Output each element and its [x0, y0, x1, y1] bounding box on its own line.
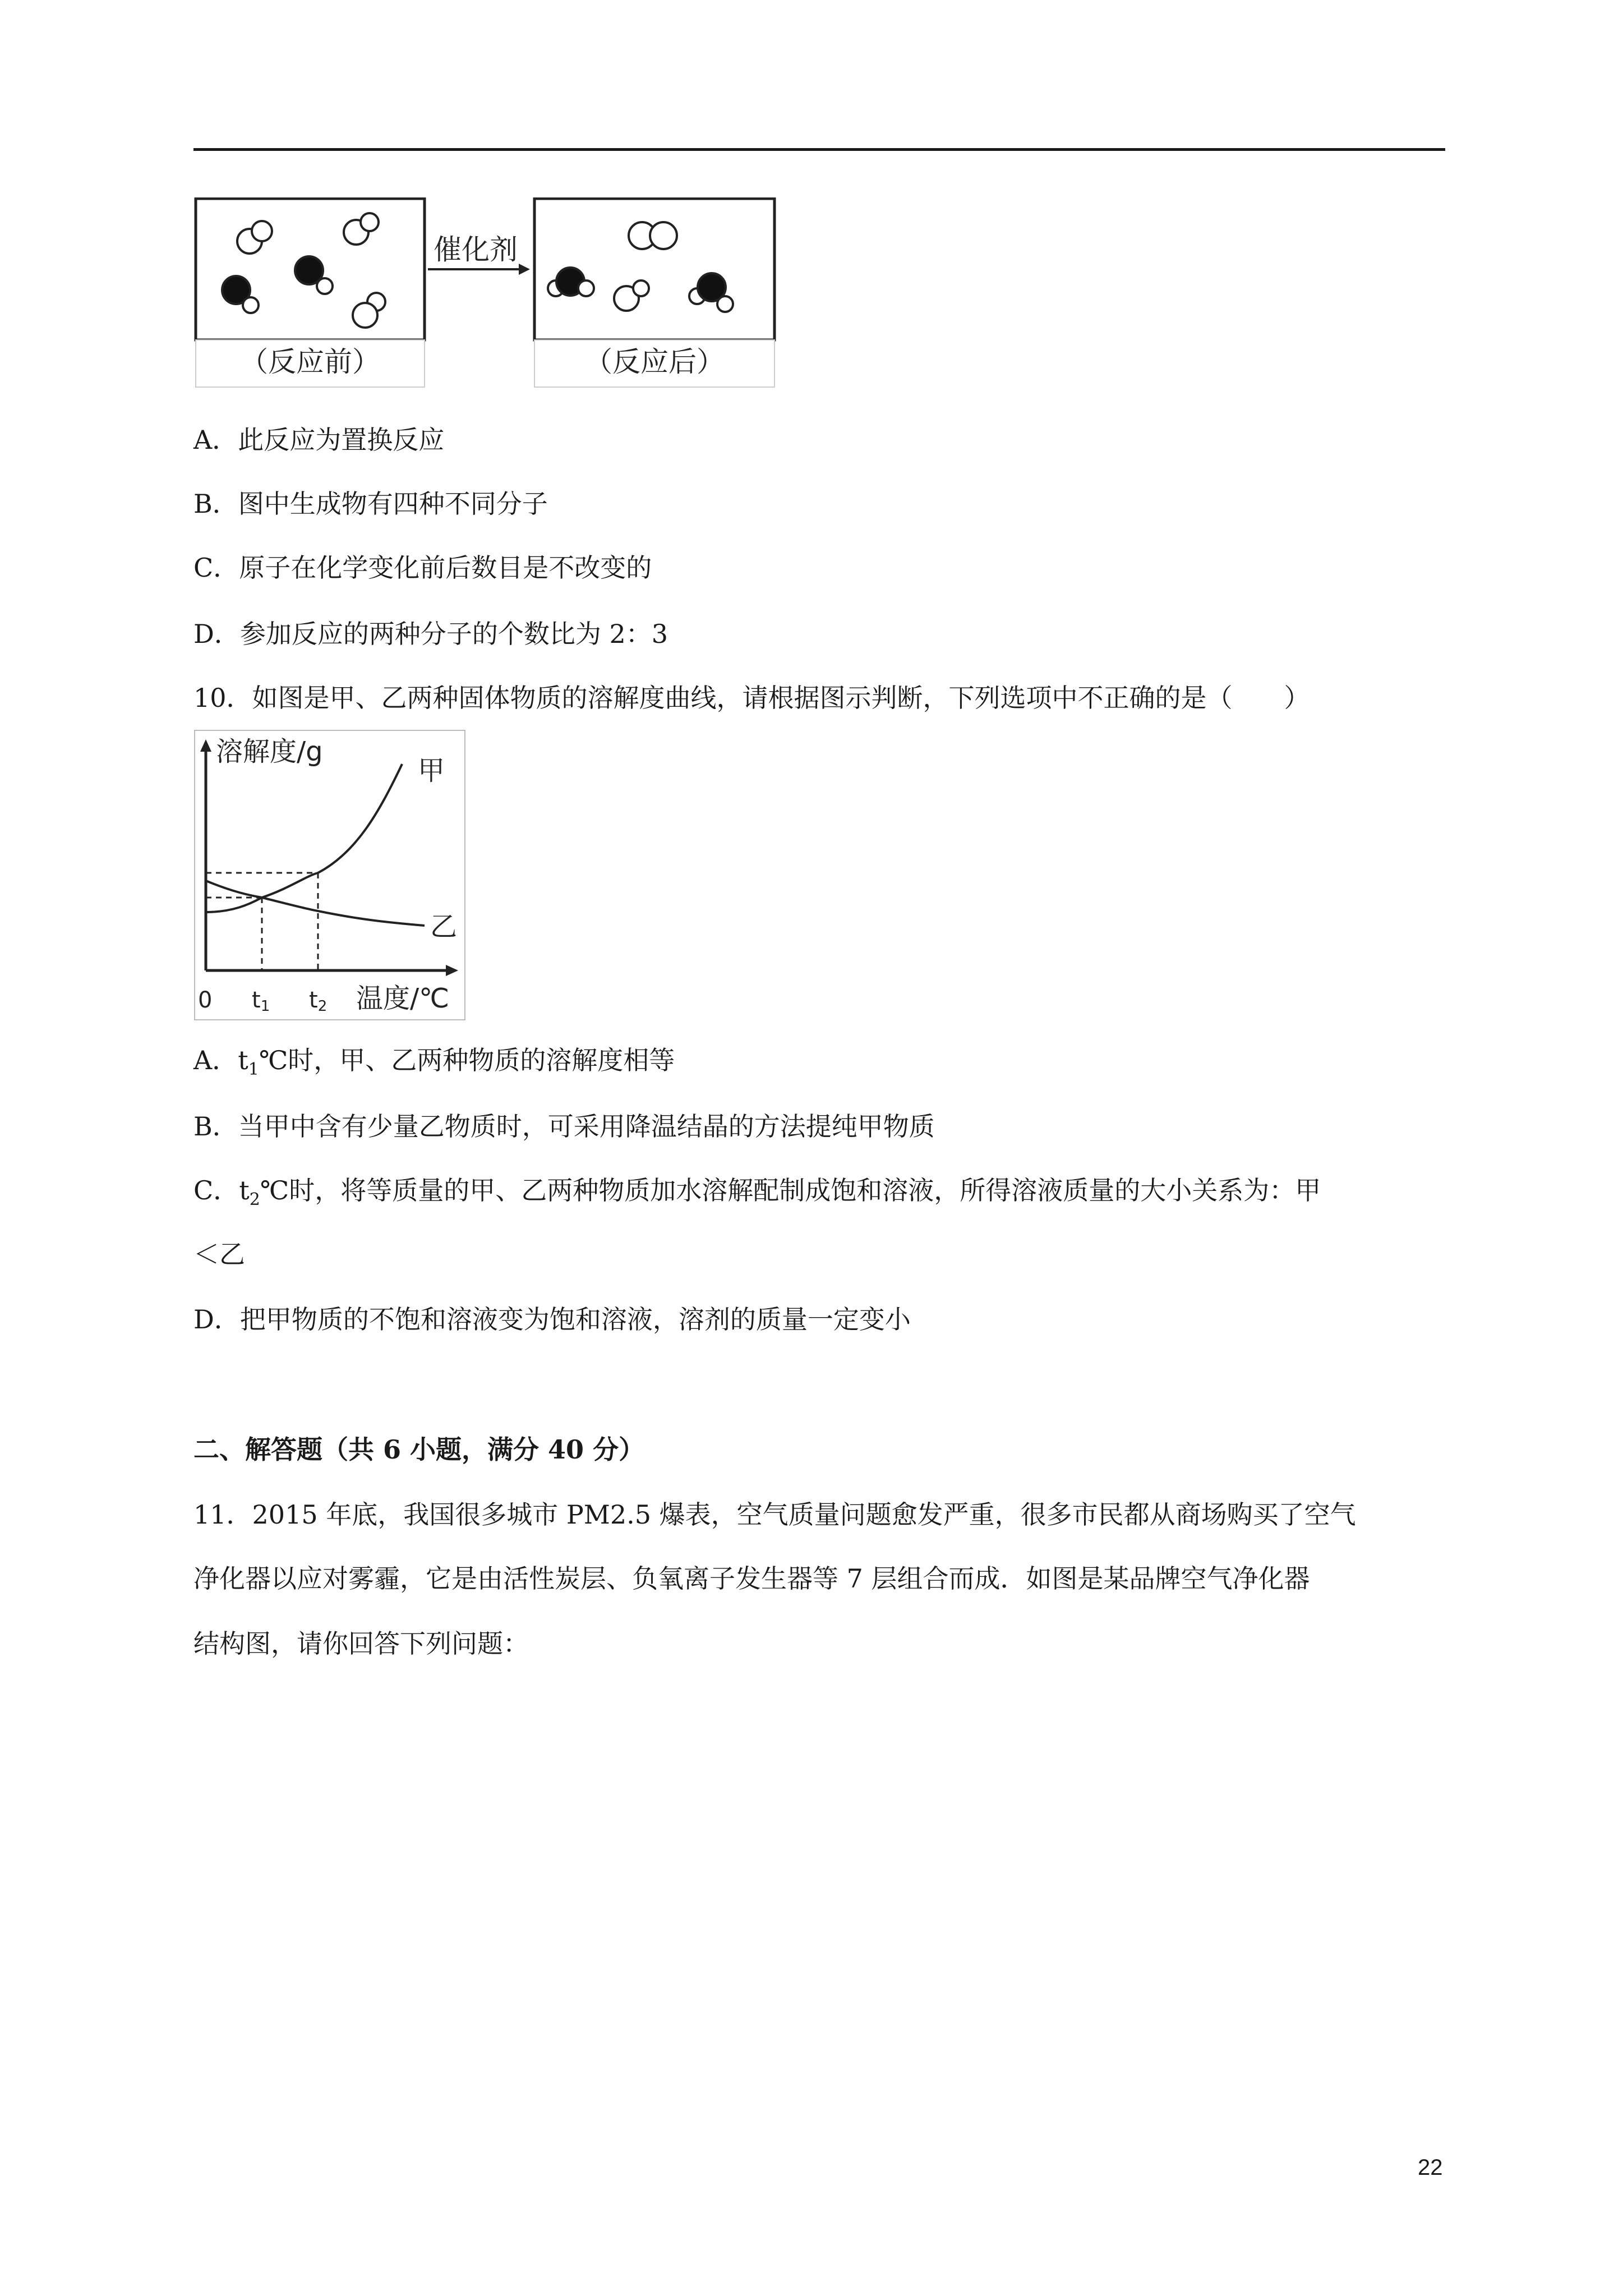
t2-label: t2: [309, 987, 328, 1015]
origin-label: 0: [198, 987, 213, 1013]
header-rule: [193, 148, 1445, 151]
molecule-oo-after: [629, 222, 677, 249]
section2-heading: 二、解答题（共 6 小题，满分 40 分）: [193, 1434, 645, 1465]
q9-option-a: A．此反应为置换反应: [193, 425, 445, 455]
arrow-head: [519, 264, 530, 275]
molecule-co2-after-1: [548, 268, 594, 296]
q10-option-c-cont: ＜乙: [193, 1239, 245, 1269]
x-axis-label: 温度/℃: [356, 983, 450, 1014]
q10-option-c: C．$t_2℃$时，将等质量的甲、乙两种物质加水溶解配制成饱和溶液，所得溶液质量的大小关系为：甲: [193, 1175, 1321, 1209]
solubility-graph: [193, 729, 466, 1021]
reaction-diagram: [193, 197, 777, 388]
q10-option-a: A．$t_1℃$时，甲、乙两种物质的溶解度相等: [193, 1045, 675, 1079]
before-label: （反应前）: [240, 346, 380, 378]
molecule-oo-after-2: [614, 280, 649, 311]
q10-stem: 10．如图是甲、乙两种固体物质的溶解度曲线，请根据图示判断，下列选项中不正确的是（ ）: [193, 683, 1310, 713]
molecule-co-2: [295, 256, 333, 294]
t1-label: t1: [252, 987, 270, 1015]
q9-option-c: C．原子在化学变化前后数目是不改变的: [193, 553, 652, 583]
molecule-oo-1: [237, 221, 272, 254]
y-axis-label: 溶解度/g: [216, 736, 323, 767]
curve-label-yi: 乙: [430, 911, 458, 942]
curve-label-jia: 甲: [418, 755, 445, 786]
page-number: 22: [1418, 2155, 1443, 2180]
q9-option-d: D．参加反应的两种分子的个数比为 2：3: [193, 619, 668, 649]
q10-option-d: D．把甲物质的不饱和溶液变为饱和溶液，溶剂的质量一定变小: [193, 1304, 911, 1335]
molecule-co2-after-2: [689, 273, 733, 312]
q9-option-b: B．图中生成物有四种不同分子: [193, 489, 548, 519]
q11-line-3: 结构图，请你回答下列问题：: [193, 1628, 529, 1659]
molecule-oo-3: [353, 293, 385, 328]
molecule-co-1: [222, 276, 259, 313]
after-label: （反应后）: [584, 346, 725, 378]
catalyst-label: 催化剂: [434, 233, 518, 266]
q11-line-1: 11．2015 年底，我国很多城市 PM2.5 爆表，空气质量问题愈发严重，很多市民都从商场购买了空气: [193, 1499, 1356, 1530]
molecule-oo-2: [344, 213, 379, 245]
q10-option-b: B．当甲中含有少量乙物质时，可采用降温结晶的方法提纯甲物质: [193, 1111, 935, 1142]
q11-line-2: 净化器以应对雾霾，它是由活性炭层、负氧离子发生器等 7 层组合而成．如图是某品牌空气净化器: [193, 1563, 1310, 1594]
